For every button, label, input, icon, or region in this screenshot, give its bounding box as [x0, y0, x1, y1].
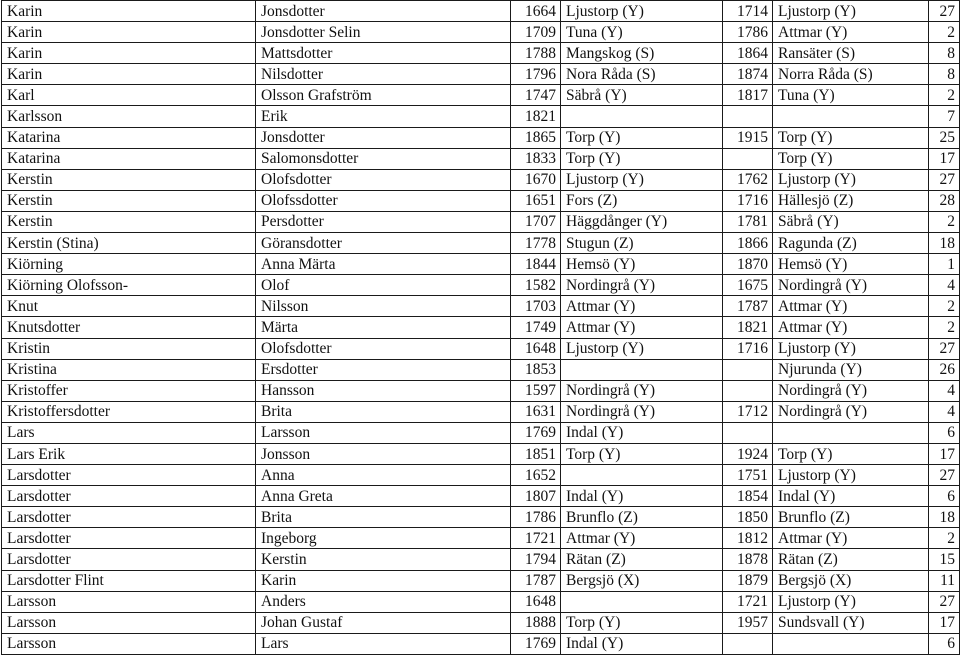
death-year-cell: 1675	[723, 275, 773, 296]
table-row	[2, 275, 960, 296]
table-row	[2, 211, 960, 232]
death-place-cell: Torp (Y)	[773, 148, 929, 169]
death-place-cell: Attmar (Y)	[773, 317, 929, 338]
first-name-cell: Karin	[2, 1, 256, 22]
birth-place-cell: Tuna (Y)	[561, 22, 723, 43]
birth-year-cell: 1721	[511, 528, 561, 549]
first-name-cell: Karin	[2, 43, 256, 64]
first-name-cell: Larsdotter	[2, 465, 256, 486]
birth-year-cell: 1707	[511, 211, 561, 232]
birth-year-cell: 1865	[511, 127, 561, 148]
birth-year-cell: 1652	[511, 465, 561, 486]
death-place-cell: Tuna (Y)	[773, 85, 929, 106]
death-place-cell: Ragunda (Z)	[773, 233, 929, 254]
surname-cell: Ingeborg	[256, 528, 511, 549]
table-row	[2, 359, 960, 380]
surname-cell: Salomonsdotter	[256, 148, 511, 169]
birth-year-cell: 1703	[511, 296, 561, 317]
table-row	[2, 507, 960, 528]
birth-year-cell: 1786	[511, 507, 561, 528]
birth-place-cell: Ljustorp (Y)	[561, 169, 723, 190]
table-row	[2, 148, 960, 169]
death-place-cell: Nordingrå (Y)	[773, 401, 929, 422]
reference-number-cell: 17	[929, 148, 960, 169]
surname-cell: Olsson Grafström	[256, 85, 511, 106]
surname-cell: Brita	[256, 401, 511, 422]
first-name-cell: Kerstin (Stina)	[2, 233, 256, 254]
reference-number-cell: 4	[929, 380, 960, 401]
reference-number-cell: 17	[929, 443, 960, 464]
reference-number-cell: 8	[929, 64, 960, 85]
table-row	[2, 1, 960, 22]
surname-cell: Jonsdotter	[256, 127, 511, 148]
birth-year-cell: 1796	[511, 64, 561, 85]
reference-number-cell: 27	[929, 169, 960, 190]
reference-number-cell: 15	[929, 549, 960, 570]
reference-number-cell: 2	[929, 85, 960, 106]
birth-place-cell: Attmar (Y)	[561, 296, 723, 317]
first-name-cell: Kristin	[2, 338, 256, 359]
surname-cell: Johan Gustaf	[256, 612, 511, 633]
death-place-cell: Attmar (Y)	[773, 296, 929, 317]
birth-year-cell: 1631	[511, 401, 561, 422]
death-year-cell: 1957	[723, 612, 773, 633]
death-year-cell	[723, 148, 773, 169]
first-name-cell: Kerstin	[2, 190, 256, 211]
birth-year-cell: 1853	[511, 359, 561, 380]
genealogy-register-table	[1, 0, 960, 655]
birth-place-cell: Ljustorp (Y)	[561, 338, 723, 359]
death-year-cell: 1915	[723, 127, 773, 148]
death-year-cell	[723, 106, 773, 127]
death-year-cell: 1786	[723, 22, 773, 43]
death-year-cell	[723, 633, 773, 654]
reference-number-cell: 7	[929, 106, 960, 127]
surname-cell: Kerstin	[256, 549, 511, 570]
first-name-cell: Knutsdotter	[2, 317, 256, 338]
birth-year-cell: 1749	[511, 317, 561, 338]
surname-cell: Hansson	[256, 380, 511, 401]
death-place-cell: Torp (Y)	[773, 127, 929, 148]
death-place-cell: Hemsö (Y)	[773, 254, 929, 275]
surname-cell: Anna Greta	[256, 486, 511, 507]
first-name-cell: Katarina	[2, 148, 256, 169]
reference-number-cell: 27	[929, 465, 960, 486]
death-year-cell: 1751	[723, 465, 773, 486]
surname-cell: Persdotter	[256, 211, 511, 232]
table-row	[2, 254, 960, 275]
birth-year-cell: 1597	[511, 380, 561, 401]
birth-place-cell: Häggdånger (Y)	[561, 211, 723, 232]
first-name-cell: Karl	[2, 85, 256, 106]
table-row	[2, 633, 960, 654]
death-place-cell	[773, 422, 929, 443]
surname-cell: Erik	[256, 106, 511, 127]
death-year-cell: 1721	[723, 591, 773, 612]
birth-year-cell: 1821	[511, 106, 561, 127]
death-place-cell: Bergsjö (X)	[773, 570, 929, 591]
table-row	[2, 338, 960, 359]
birth-year-cell: 1648	[511, 591, 561, 612]
death-year-cell: 1864	[723, 43, 773, 64]
first-name-cell: Larsdotter Flint	[2, 570, 256, 591]
reference-number-cell: 4	[929, 275, 960, 296]
birth-place-cell: Indal (Y)	[561, 422, 723, 443]
birth-year-cell: 1807	[511, 486, 561, 507]
surname-cell: Anders	[256, 591, 511, 612]
death-year-cell: 1821	[723, 317, 773, 338]
death-place-cell: Attmar (Y)	[773, 528, 929, 549]
death-year-cell	[723, 422, 773, 443]
table-row	[2, 443, 960, 464]
surname-cell: Olof	[256, 275, 511, 296]
table-row	[2, 380, 960, 401]
death-year-cell: 1866	[723, 233, 773, 254]
death-year-cell: 1924	[723, 443, 773, 464]
birth-place-cell: Torp (Y)	[561, 443, 723, 464]
birth-place-cell: Attmar (Y)	[561, 528, 723, 549]
first-name-cell: Larsdotter	[2, 549, 256, 570]
birth-place-cell: Nordingrå (Y)	[561, 401, 723, 422]
first-name-cell: Kristina	[2, 359, 256, 380]
birth-place-cell: Ljustorp (Y)	[561, 1, 723, 22]
table-row	[2, 127, 960, 148]
birth-place-cell: Fors (Z)	[561, 190, 723, 211]
table-row	[2, 591, 960, 612]
death-year-cell: 1716	[723, 338, 773, 359]
table-row	[2, 85, 960, 106]
reference-number-cell: 2	[929, 211, 960, 232]
table-row	[2, 528, 960, 549]
table-row	[2, 43, 960, 64]
table-row	[2, 106, 960, 127]
birth-place-cell	[561, 359, 723, 380]
birth-place-cell	[561, 465, 723, 486]
birth-year-cell: 1788	[511, 43, 561, 64]
death-place-cell: Ljustorp (Y)	[773, 465, 929, 486]
death-place-cell: Ransäter (S)	[773, 43, 929, 64]
birth-place-cell: Nordingrå (Y)	[561, 275, 723, 296]
table-row	[2, 612, 960, 633]
surname-cell: Ersdotter	[256, 359, 511, 380]
birth-place-cell: Säbrå (Y)	[561, 85, 723, 106]
first-name-cell: Larsdotter	[2, 528, 256, 549]
surname-cell: Lars	[256, 633, 511, 654]
table-row	[2, 233, 960, 254]
first-name-cell: Kristoffersdotter	[2, 401, 256, 422]
birth-place-cell: Attmar (Y)	[561, 317, 723, 338]
first-name-cell: Larsson	[2, 633, 256, 654]
reference-number-cell: 27	[929, 1, 960, 22]
first-name-cell: Larsdotter	[2, 507, 256, 528]
surname-cell: Olofssdotter	[256, 190, 511, 211]
reference-number-cell: 1	[929, 254, 960, 275]
table-row	[2, 169, 960, 190]
surname-cell: Karin	[256, 570, 511, 591]
birth-year-cell: 1648	[511, 338, 561, 359]
first-name-cell: Larsdotter	[2, 486, 256, 507]
death-place-cell: Ljustorp (Y)	[773, 338, 929, 359]
death-place-cell: Rätan (Z)	[773, 549, 929, 570]
first-name-cell: Larsson	[2, 591, 256, 612]
death-year-cell	[723, 359, 773, 380]
death-place-cell: Njurunda (Y)	[773, 359, 929, 380]
birth-place-cell: Nordingrå (Y)	[561, 380, 723, 401]
death-place-cell: Norra Råda (S)	[773, 64, 929, 85]
first-name-cell: Kiörning	[2, 254, 256, 275]
table-row	[2, 22, 960, 43]
first-name-cell: Katarina	[2, 127, 256, 148]
birth-year-cell: 1769	[511, 422, 561, 443]
reference-number-cell: 2	[929, 22, 960, 43]
death-place-cell: Hällesjö (Z)	[773, 190, 929, 211]
death-place-cell: Nordingrå (Y)	[773, 380, 929, 401]
birth-place-cell: Torp (Y)	[561, 127, 723, 148]
first-name-cell: Karin	[2, 64, 256, 85]
reference-number-cell: 18	[929, 233, 960, 254]
death-year-cell: 1812	[723, 528, 773, 549]
death-year-cell	[723, 380, 773, 401]
death-year-cell: 1781	[723, 211, 773, 232]
birth-place-cell: Brunflo (Z)	[561, 507, 723, 528]
death-place-cell: Brunflo (Z)	[773, 507, 929, 528]
reference-number-cell: 25	[929, 127, 960, 148]
surname-cell: Olofsdotter	[256, 169, 511, 190]
reference-number-cell: 2	[929, 296, 960, 317]
death-place-cell: Säbrå (Y)	[773, 211, 929, 232]
reference-number-cell: 6	[929, 422, 960, 443]
first-name-cell: Karin	[2, 22, 256, 43]
surname-cell: Olofsdotter	[256, 338, 511, 359]
birth-place-cell: Torp (Y)	[561, 148, 723, 169]
death-year-cell: 1817	[723, 85, 773, 106]
table-row	[2, 465, 960, 486]
birth-year-cell: 1778	[511, 233, 561, 254]
birth-place-cell: Nora Råda (S)	[561, 64, 723, 85]
birth-year-cell: 1670	[511, 169, 561, 190]
table-row	[2, 296, 960, 317]
birth-year-cell: 1888	[511, 612, 561, 633]
table-row	[2, 317, 960, 338]
birth-year-cell: 1651	[511, 190, 561, 211]
death-place-cell: Ljustorp (Y)	[773, 169, 929, 190]
surname-cell: Märta	[256, 317, 511, 338]
reference-number-cell: 26	[929, 359, 960, 380]
birth-year-cell: 1747	[511, 85, 561, 106]
reference-number-cell: 28	[929, 190, 960, 211]
birth-year-cell: 1582	[511, 275, 561, 296]
surname-cell: Anna	[256, 465, 511, 486]
surname-cell: Anna Märta	[256, 254, 511, 275]
death-year-cell: 1762	[723, 169, 773, 190]
first-name-cell: Karlsson	[2, 106, 256, 127]
death-place-cell: Nordingrå (Y)	[773, 275, 929, 296]
first-name-cell: Lars	[2, 422, 256, 443]
birth-year-cell: 1851	[511, 443, 561, 464]
surname-cell: Nilsdotter	[256, 64, 511, 85]
death-year-cell: 1879	[723, 570, 773, 591]
birth-year-cell: 1844	[511, 254, 561, 275]
reference-number-cell: 8	[929, 43, 960, 64]
death-place-cell: Torp (Y)	[773, 443, 929, 464]
death-place-cell: Indal (Y)	[773, 486, 929, 507]
death-year-cell: 1716	[723, 190, 773, 211]
first-name-cell: Larsson	[2, 612, 256, 633]
birth-year-cell: 1664	[511, 1, 561, 22]
surname-cell: Jonsdotter	[256, 1, 511, 22]
first-name-cell: Knut	[2, 296, 256, 317]
table-row	[2, 570, 960, 591]
first-name-cell: Kristoffer	[2, 380, 256, 401]
surname-cell: Göransdotter	[256, 233, 511, 254]
death-year-cell: 1854	[723, 486, 773, 507]
first-name-cell: Kerstin	[2, 169, 256, 190]
birth-place-cell: Bergsjö (X)	[561, 570, 723, 591]
reference-number-cell: 27	[929, 338, 960, 359]
death-year-cell: 1714	[723, 1, 773, 22]
surname-cell: Mattsdotter	[256, 43, 511, 64]
first-name-cell: Kerstin	[2, 211, 256, 232]
death-place-cell: Attmar (Y)	[773, 22, 929, 43]
first-name-cell: Lars Erik	[2, 443, 256, 464]
death-year-cell: 1878	[723, 549, 773, 570]
birth-place-cell: Indal (Y)	[561, 633, 723, 654]
table-row	[2, 486, 960, 507]
table-row	[2, 549, 960, 570]
surname-cell: Larsson	[256, 422, 511, 443]
table-row	[2, 401, 960, 422]
death-year-cell: 1787	[723, 296, 773, 317]
reference-number-cell: 18	[929, 507, 960, 528]
birth-year-cell: 1787	[511, 570, 561, 591]
death-year-cell: 1712	[723, 401, 773, 422]
reference-number-cell: 27	[929, 591, 960, 612]
birth-year-cell: 1794	[511, 549, 561, 570]
surname-cell: Nilsson	[256, 296, 511, 317]
table-row	[2, 422, 960, 443]
birth-year-cell: 1769	[511, 633, 561, 654]
death-place-cell: Sundsvall (Y)	[773, 612, 929, 633]
death-place-cell	[773, 106, 929, 127]
death-place-cell: Ljustorp (Y)	[773, 1, 929, 22]
death-place-cell: Ljustorp (Y)	[773, 591, 929, 612]
death-year-cell: 1850	[723, 507, 773, 528]
register-body	[2, 1, 960, 655]
reference-number-cell: 4	[929, 401, 960, 422]
reference-number-cell: 2	[929, 317, 960, 338]
birth-place-cell: Indal (Y)	[561, 486, 723, 507]
birth-place-cell	[561, 591, 723, 612]
birth-place-cell: Hemsö (Y)	[561, 254, 723, 275]
reference-number-cell: 6	[929, 633, 960, 654]
birth-place-cell	[561, 106, 723, 127]
reference-number-cell: 17	[929, 612, 960, 633]
first-name-cell: Kiörning Olofsson-	[2, 275, 256, 296]
surname-cell: Brita	[256, 507, 511, 528]
birth-place-cell: Torp (Y)	[561, 612, 723, 633]
table-row	[2, 64, 960, 85]
reference-number-cell: 6	[929, 486, 960, 507]
birth-place-cell: Stugun (Z)	[561, 233, 723, 254]
death-place-cell	[773, 633, 929, 654]
birth-place-cell: Rätan (Z)	[561, 549, 723, 570]
reference-number-cell: 11	[929, 570, 960, 591]
death-year-cell: 1870	[723, 254, 773, 275]
death-year-cell: 1874	[723, 64, 773, 85]
surname-cell: Jonsdotter Selin	[256, 22, 511, 43]
table-row	[2, 190, 960, 211]
birth-place-cell: Mangskog (S)	[561, 43, 723, 64]
surname-cell: Jonsson	[256, 443, 511, 464]
reference-number-cell: 2	[929, 528, 960, 549]
birth-year-cell: 1709	[511, 22, 561, 43]
birth-year-cell: 1833	[511, 148, 561, 169]
